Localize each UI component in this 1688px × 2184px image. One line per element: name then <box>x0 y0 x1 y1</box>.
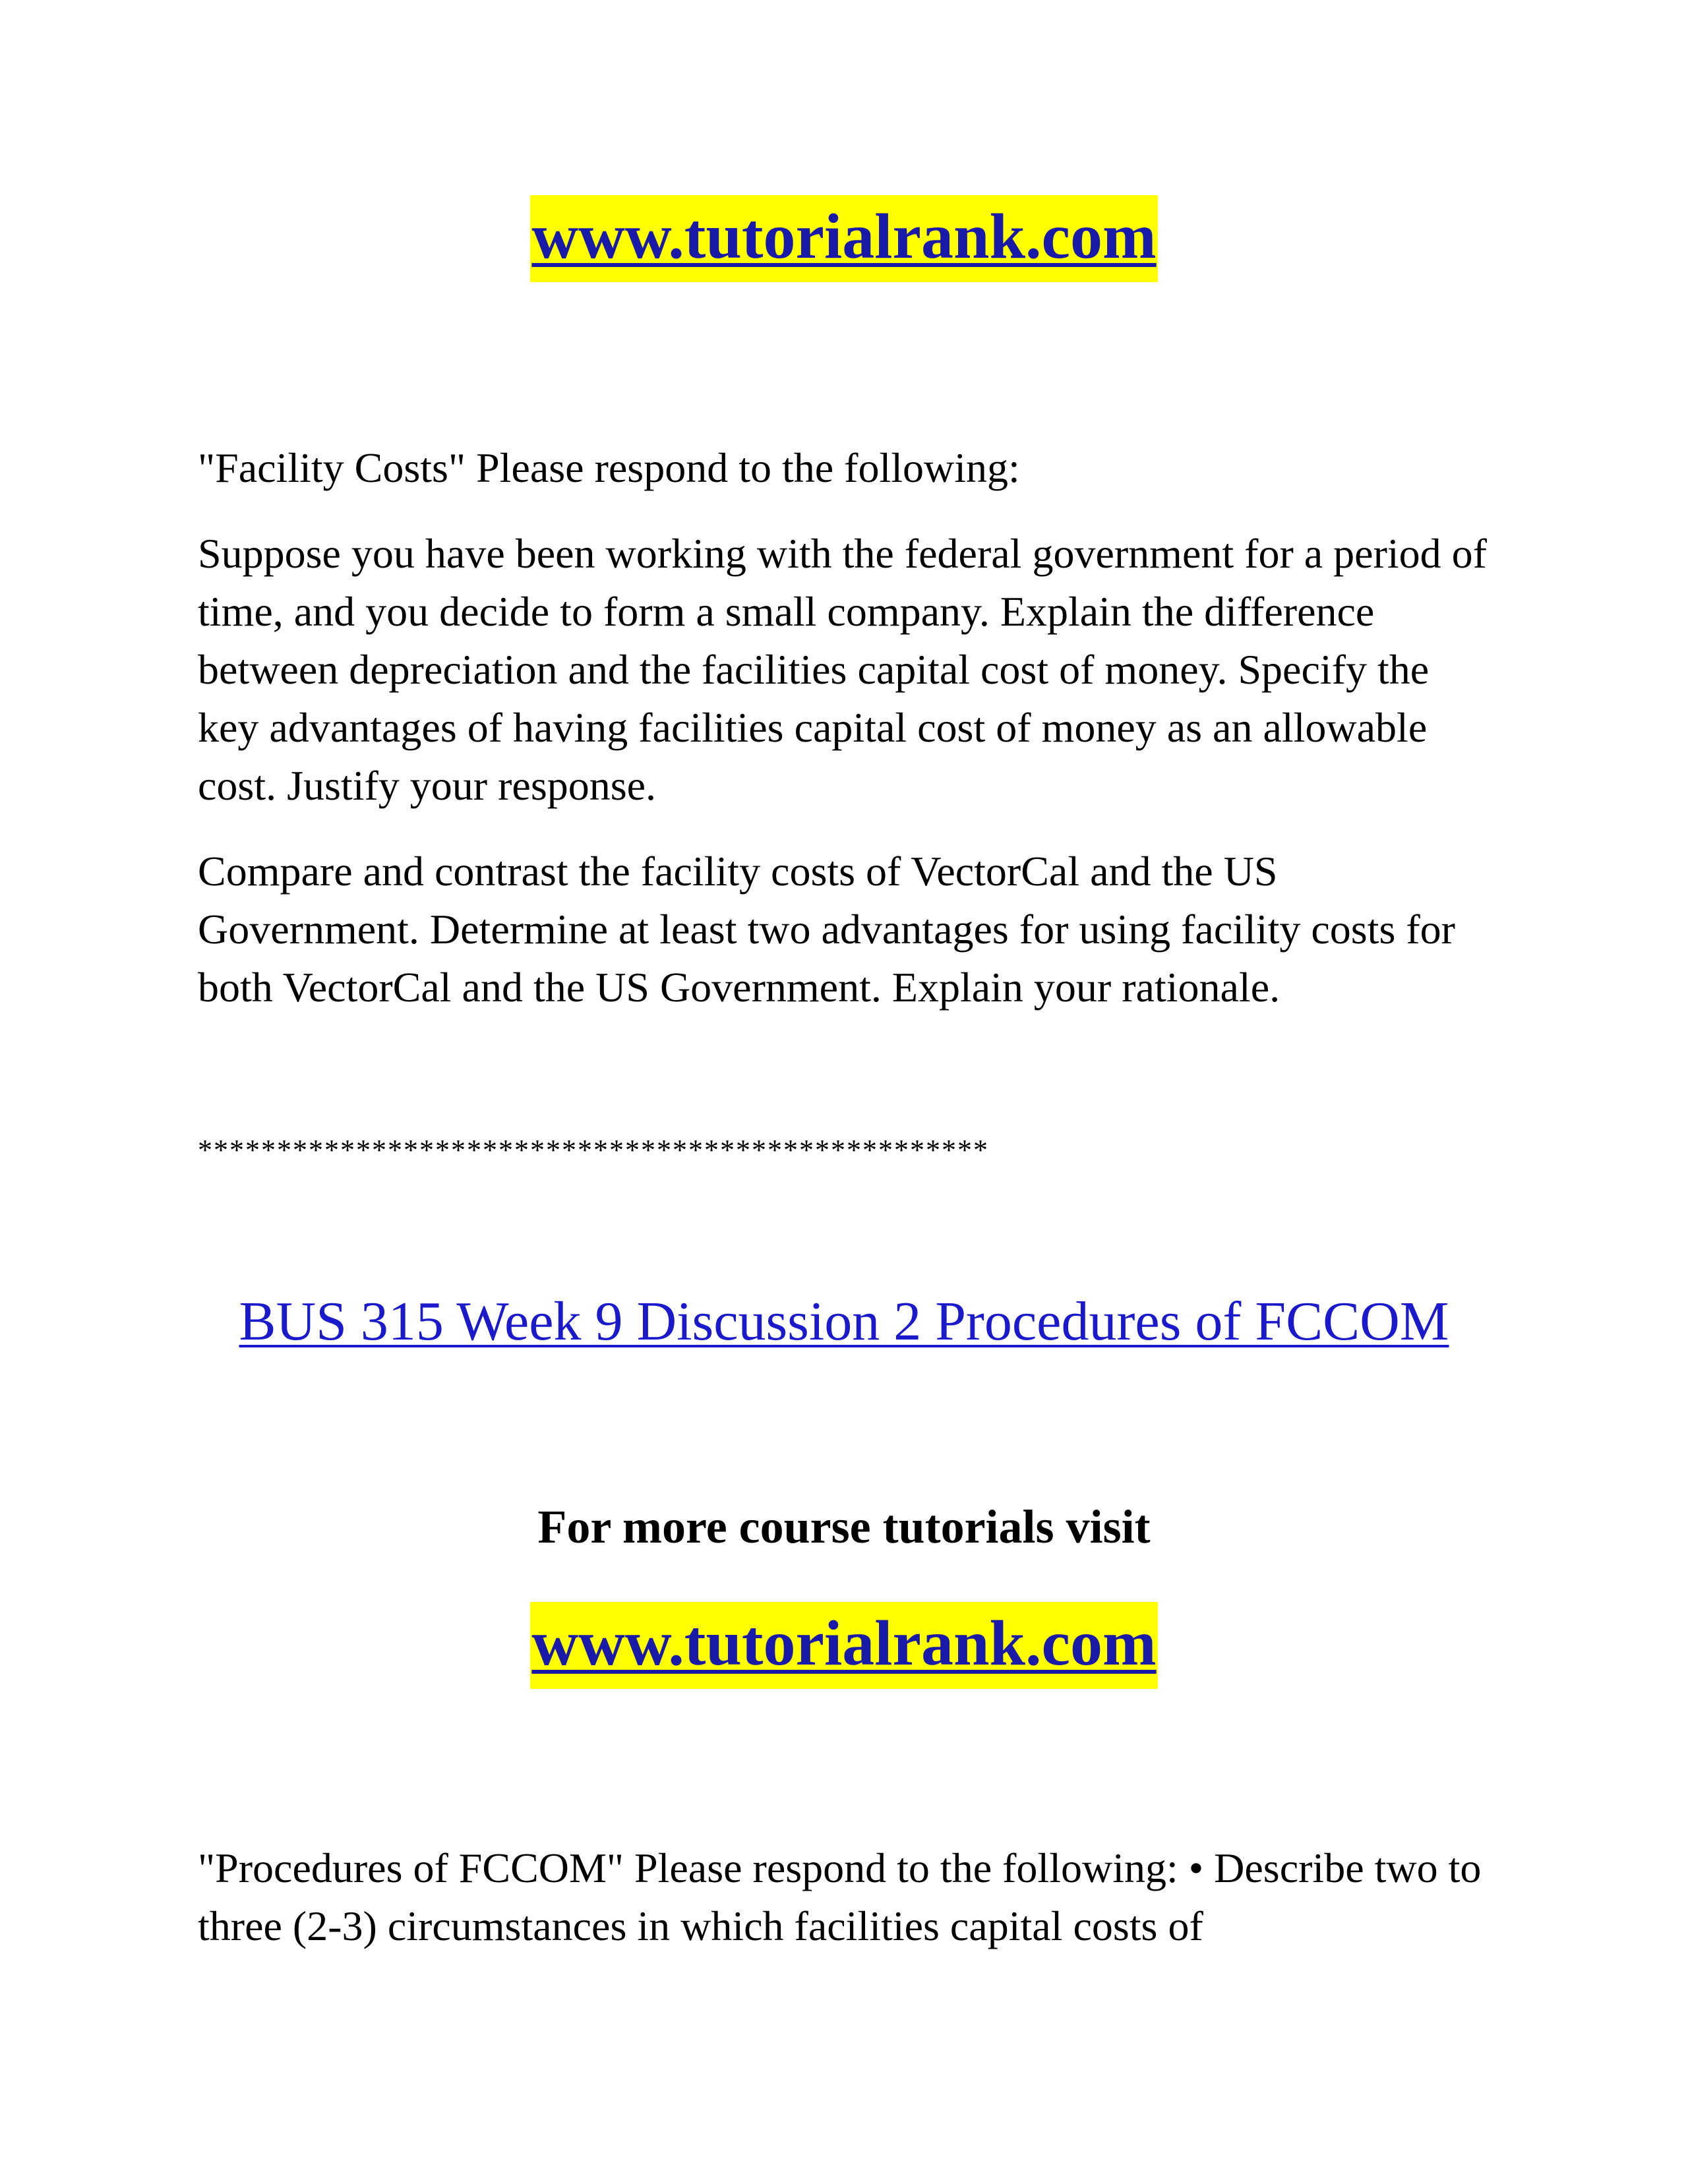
facility-costs-paragraph-1 <box>198 525 1490 815</box>
next-item-title <box>0 1285 1688 1358</box>
promo-text: For more course tutorials visit <box>537 1500 1151 1553</box>
site-link-footer <box>0 1602 1688 1689</box>
asterisk-separator: ************************************************** <box>198 1134 989 1166</box>
paragraph-text: "Procedures of FCCOM" Please respond to the following: • Describe two to three (2-3) circumstances in which facilities capital costs of <box>198 1845 1482 1949</box>
facility-costs-heading-text: "Facility Costs" Please respond to the following: <box>198 444 1020 491</box>
paragraph-text: Compare and contrast the facility costs of VectorCal and the US Government. Determine at least two advantages for using facility costs for both VectorCal and the US Government. Explain your rationale. <box>198 848 1455 1011</box>
facility-costs-paragraph-2 <box>198 842 1490 1017</box>
site-link-header <box>0 195 1688 282</box>
tutorialrank-link[interactable]: www.tutorialrank.com <box>530 195 1157 282</box>
tutorialrank-link[interactable]: www.tutorialrank.com <box>530 1602 1157 1689</box>
facility-costs-heading <box>198 439 1490 497</box>
paragraph-text: Suppose you have been working with the federal government for a period of time, and you decide to form a small company. Explain the difference between depreciation and the facilities capital cost of money. Specify the key advantages of having facilities capital cost of money as an allowable cost. Justify your response. <box>198 530 1487 809</box>
procedures-fccom-paragraph <box>198 1839 1490 1955</box>
bus-315-week-9-discussion-link[interactable]: BUS 315 Week 9 Discussion 2 Procedures of FCCOM <box>239 1291 1449 1352</box>
